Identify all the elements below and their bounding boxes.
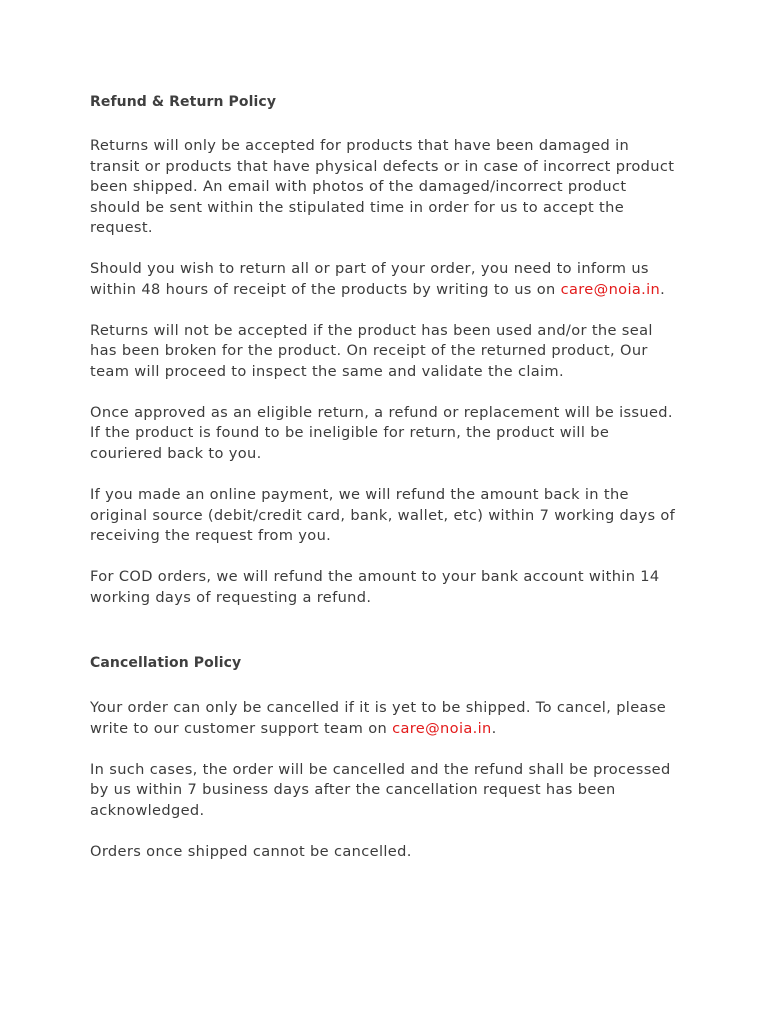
refund-paragraph-eligibility: Returns will only be accepted for products that have been damaged in transit or products that have physical defects or in case of incorrect product been shipped. An email with photos of the damaged/incorrect product should be sent within the stipulated time in order for us to accept the request. (90, 137, 675, 237)
cancellation-paragraph-processing: In such cases, the order will be cancelled and the refund shall be processed by us within 7 business days after the cancellation request has been acknowledged. (90, 760, 671, 819)
policy-document (90, 92, 680, 862)
cancellation-heading: Cancellation Policy (90, 655, 242, 672)
cancellation-paragraph-how (90, 698, 680, 739)
cancellation-email-link[interactable]: care@noia.in (392, 719, 492, 737)
refund-paragraph-cod: For COD orders, we will refund the amount to your bank account within 14 working days of requesting a refund. (90, 567, 660, 606)
cancellation-paragraph-shipped: Orders once shipped cannot be cancelled. (90, 842, 412, 860)
refund-notify-text: Should you wish to return all or part of your order, you need to inform us within 48 hours of receipt of the products by writing to us on (90, 260, 649, 298)
cancellation-how-period: . (491, 719, 497, 737)
refund-paragraph-notify (90, 259, 680, 300)
cancellation-section (90, 653, 680, 862)
support-email-link[interactable]: care@noia.in (560, 280, 661, 298)
refund-paragraph-online-payment: If you made an online payment, we will refund the amount back in the original source (debit/credit card, bank, wallet, etc) within 7 working days of receiving the request from you. (90, 485, 676, 545)
refund-paragraph-approval: Once approved as an eligible return, a refund or replacement will be issued. If the product is found to be ineligible for return, the product will be couriered back to you. (90, 403, 673, 463)
cancellation-how-text: Your order can only be cancelled if it is yet to be shipped. To cancel, please write to our customer support team on (90, 699, 667, 737)
refund-notify-period: . (660, 280, 666, 298)
refund-paragraph-rejection: Returns will not be accepted if the product has been used and/or the seal has been broken for the product. On receipt of the returned product, Our team will proceed to inspect the same and validate the claim. (90, 321, 653, 380)
refund-return-section (90, 92, 680, 608)
refund-return-heading: Refund & Return Policy (90, 94, 277, 110)
